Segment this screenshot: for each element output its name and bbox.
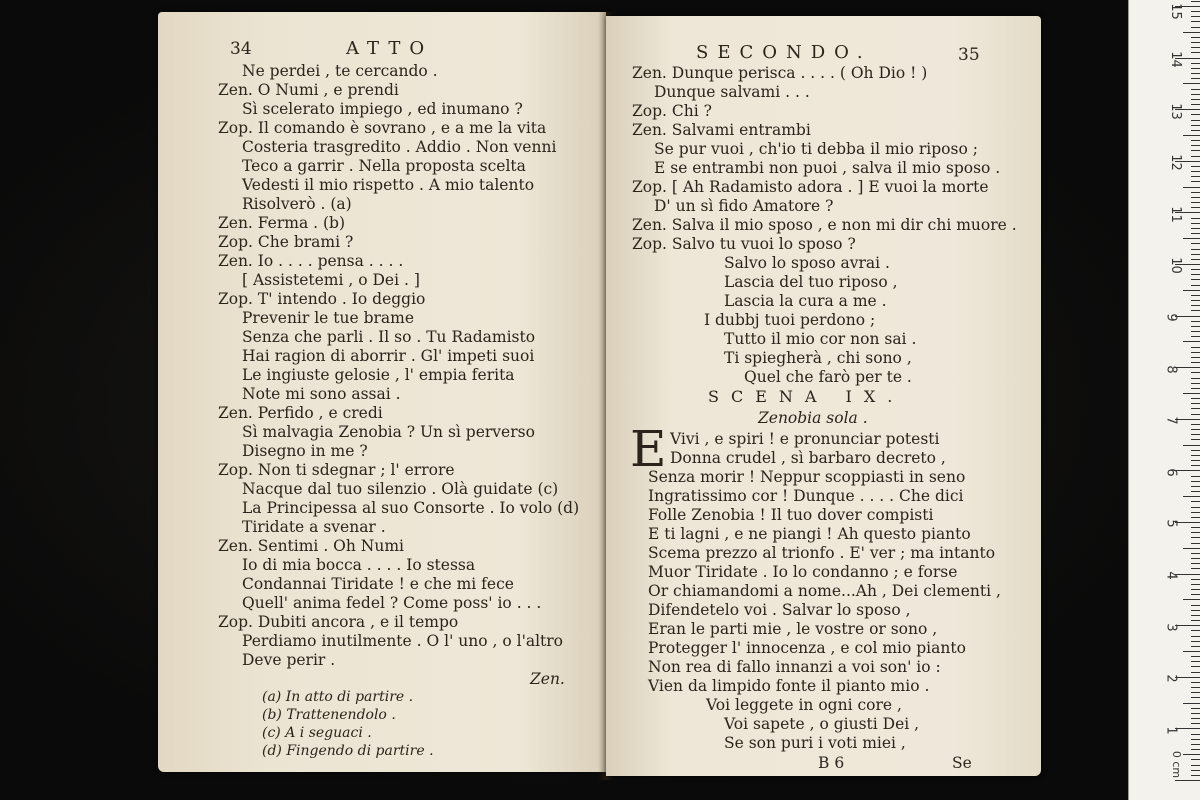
left-running-head: ATTO	[346, 38, 434, 59]
text-line: Salvo lo sposo avrai .	[724, 254, 890, 272]
ruler-tick	[1191, 589, 1200, 590]
ruler-tick	[1191, 429, 1200, 430]
ruler-tick	[1191, 666, 1200, 667]
ruler-tick	[1191, 656, 1200, 657]
ruler-tick	[1191, 775, 1200, 776]
ruler-tick	[1183, 290, 1200, 291]
ruler-tick	[1191, 424, 1200, 425]
ruler-tick	[1191, 310, 1200, 311]
text-line: Non rea di fallo innanzi a voi son' io :	[648, 658, 941, 676]
ruler-tick	[1191, 682, 1200, 683]
text-line: Disegno in me ?	[242, 442, 368, 460]
ruler-tick	[1191, 89, 1200, 90]
ruler-tick	[1191, 532, 1200, 533]
right-running-head: SECONDO.	[696, 42, 872, 63]
ruler-tick	[1191, 140, 1200, 141]
ruler-label: 7	[1163, 416, 1179, 425]
ruler-tick	[1191, 326, 1200, 327]
ruler-tick	[1191, 434, 1200, 435]
text-line: Se pur vuoi , ch'io ti debba il mio riposo ;	[654, 140, 978, 158]
ruler-tick	[1191, 491, 1200, 492]
ruler-tick	[1191, 465, 1200, 466]
text-line: Or chiamandomi a nome...Ah , Dei clementi ,	[648, 582, 1001, 600]
left-catchword: Zen.	[530, 670, 565, 688]
text-line: Eran le parti mie , le vostre or sono ,	[648, 620, 938, 638]
footnote: (a) In atto di partire .	[262, 689, 414, 705]
text-line: Zop. Chi ?	[632, 102, 712, 120]
drop-cap: E	[630, 420, 667, 478]
ruler-tick	[1175, 316, 1200, 317]
ruler-tick	[1191, 21, 1200, 22]
ruler-label: 3	[1163, 623, 1179, 632]
ruler-tick	[1191, 166, 1200, 167]
ruler-tick	[1191, 52, 1200, 53]
text-line: Condannai Tiridate ! e che mi fece	[242, 575, 514, 593]
ruler-tick	[1191, 223, 1200, 224]
ruler-tick	[1191, 383, 1200, 384]
ruler-tick	[1183, 651, 1200, 652]
ruler-unit: 0 cm	[1170, 750, 1184, 779]
ruler-tick	[1191, 145, 1200, 146]
text-line: Quell' anima fedel ? Come poss' io . . .	[242, 594, 542, 612]
ruler-tick	[1183, 754, 1200, 755]
ruler-tick	[1191, 228, 1200, 229]
ruler-tick	[1191, 507, 1200, 508]
text-line: Note mi sono assai .	[242, 385, 401, 403]
ruler-tick	[1175, 522, 1200, 523]
ruler-tick	[1191, 42, 1200, 43]
ruler-label: 13	[1167, 103, 1183, 120]
ruler-tick	[1191, 1, 1200, 2]
ruler-tick	[1191, 171, 1200, 172]
ruler-tick	[1191, 620, 1200, 621]
right-page	[606, 16, 1041, 776]
left-page	[158, 12, 606, 772]
text-line: Ti spiegherà , chi sono ,	[724, 349, 912, 367]
ruler-tick	[1191, 192, 1200, 193]
text-line: Dunque salvami . . .	[654, 83, 810, 101]
text-line: Folle Zenobia ! Il tuo dover compisti	[648, 506, 934, 524]
text-line: Sì malvagia Zenobia ? Un sì perverso	[242, 423, 535, 441]
open-book	[150, 12, 1045, 790]
ruler-tick	[1191, 439, 1200, 440]
ruler-tick	[1191, 202, 1200, 203]
text-line: Donna crudel , sì barbaro decreto ,	[670, 449, 946, 467]
text-line: Quel che farò per te .	[744, 368, 912, 386]
ruler-tick	[1175, 728, 1200, 729]
ruler-tick	[1191, 285, 1200, 286]
footnote: (b) Trattenendolo .	[262, 707, 396, 723]
text-line: Vivi , e spiri ! e pronunciar potesti	[670, 430, 940, 448]
text-line: Hai ragion di aborrir . Gl' impeti suoi	[242, 347, 535, 365]
ruler-label: 15	[1167, 3, 1183, 20]
ruler-tick	[1191, 744, 1200, 745]
ruler-tick	[1183, 599, 1200, 600]
ruler-tick	[1191, 543, 1200, 544]
scene-subtitle: Zenobia sola .	[758, 409, 868, 427]
text-line: Deve perir .	[242, 651, 336, 669]
ruler-tick	[1191, 403, 1200, 404]
ruler-tick	[1191, 476, 1200, 477]
text-line: Teco a garrir . Nella proposta scelta	[242, 157, 526, 175]
ruler-tick	[1191, 630, 1200, 631]
ruler-tick	[1191, 274, 1200, 275]
ruler-tick	[1191, 734, 1200, 735]
ruler-tick	[1191, 233, 1200, 234]
text-line: Lascia del tuo riposo ,	[724, 273, 898, 291]
ruler-label: 4	[1163, 571, 1179, 580]
ruler-tick	[1191, 150, 1200, 151]
ruler-label: 11	[1167, 206, 1183, 223]
ruler-tick	[1191, 68, 1200, 69]
text-line: Vien da limpido fonte il pianto mio .	[648, 677, 930, 695]
ruler-tick	[1191, 372, 1200, 373]
text-line: Scema prezzo al trionfo . E' ver ; ma intanto	[648, 544, 996, 562]
ruler-tick	[1191, 610, 1200, 611]
text-line: Ne perdei , te cercando .	[242, 62, 438, 80]
ruler-label: 9	[1163, 313, 1179, 322]
ruler-label: 6	[1163, 468, 1179, 477]
ruler-tick	[1191, 594, 1200, 595]
ruler-tick	[1191, 11, 1200, 12]
ruler-tick	[1191, 723, 1200, 724]
right-catchword: Se	[952, 754, 972, 772]
text-line: Nacque dal tuo silenzio . Olà guidate (c)	[242, 480, 559, 498]
text-line: Costeria trasgredito . Addio . Non venni	[242, 138, 557, 156]
text-line: Vedesti il mio rispetto . A mio talento	[242, 176, 535, 194]
ruler-tick	[1183, 32, 1200, 33]
ruler-tick	[1191, 73, 1200, 74]
text-line: Voi leggete in ogni core ,	[706, 696, 902, 714]
ruler-tick	[1191, 398, 1200, 399]
text-line: Zen. Ferma . (b)	[218, 214, 346, 232]
text-line: Senza che parli . Il so . Tu Radamisto	[242, 328, 536, 346]
text-line: D' un sì fido Amatore ?	[654, 197, 834, 215]
ruler-tick	[1191, 501, 1200, 502]
ruler-tick	[1191, 37, 1200, 38]
scene-title: SCENA IX.	[708, 387, 905, 406]
text-line: Zop. Che brami ?	[218, 233, 354, 251]
text-line: Zop. Il comando è sovrano , e a me la vita	[218, 119, 547, 137]
ruler-label: 1	[1163, 726, 1179, 735]
ruler-tick	[1191, 94, 1200, 95]
text-line: Zop. T' intendo . Io deggio	[218, 290, 426, 308]
ruler-tick	[1191, 770, 1200, 771]
ruler-tick	[1191, 553, 1200, 554]
ruler-tick	[1191, 641, 1200, 642]
ruler-label: 8	[1163, 365, 1179, 374]
ruler-tick	[1191, 455, 1200, 456]
ruler-tick	[1191, 207, 1200, 208]
ruler-tick	[1183, 393, 1200, 394]
ruler-tick	[1191, 759, 1200, 760]
ruler-tick	[1191, 176, 1200, 177]
ruler-tick	[1191, 661, 1200, 662]
ruler-tick	[1191, 243, 1200, 244]
ruler-tick	[1175, 419, 1200, 420]
text-line: Le ingiuste gelosie , l' empia ferita	[242, 366, 515, 384]
text-line: Zen. O Numi , e prendi	[218, 81, 399, 99]
ruler-tick	[1175, 780, 1200, 781]
ruler-tick	[1191, 63, 1200, 64]
ruler-tick	[1191, 27, 1200, 28]
ruler-tick	[1183, 445, 1200, 446]
ruler-tick	[1191, 125, 1200, 126]
text-line: Senza morir ! Neppur scoppiasti in seno	[648, 468, 966, 486]
ruler-tick	[1191, 388, 1200, 389]
ruler-tick	[1191, 378, 1200, 379]
ruler-tick	[1191, 181, 1200, 182]
ruler-tick	[1191, 99, 1200, 100]
ruler-tick	[1191, 486, 1200, 487]
text-line: Voi sapete , o giusti Dei ,	[724, 715, 920, 733]
text-line: I dubbj tuoi perdono ;	[704, 311, 876, 329]
ruler-tick	[1191, 584, 1200, 585]
footnote: (d) Fingendo di partire .	[262, 743, 434, 759]
text-line: Tiridate a svenar .	[242, 518, 386, 536]
ruler-tick	[1191, 114, 1200, 115]
text-line: Prevenir le tue brame	[242, 309, 415, 327]
text-line: Muor Tiridate . Io lo condanno ; e forse	[648, 563, 958, 581]
ruler-tick	[1191, 104, 1200, 105]
ruler-tick	[1191, 636, 1200, 637]
ruler-tick	[1175, 470, 1200, 471]
ruler-tick	[1191, 568, 1200, 569]
ruler-tick	[1191, 687, 1200, 688]
ruler-tick	[1183, 238, 1200, 239]
ruler-tick	[1191, 672, 1200, 673]
text-line: Zop. Dubiti ancora , e il tempo	[218, 613, 459, 631]
ruler-tick	[1191, 558, 1200, 559]
text-line: Zop. [ Ah Radamisto adora . ] E vuoi la morte	[632, 178, 989, 196]
ruler-tick	[1191, 352, 1200, 353]
ruler-tick	[1191, 269, 1200, 270]
ruler-tick	[1183, 187, 1200, 188]
ruler-tick	[1191, 408, 1200, 409]
ruler-tick	[1191, 460, 1200, 461]
text-line: Risolverò . (a)	[242, 195, 352, 213]
ruler-tick	[1191, 713, 1200, 714]
ruler-tick	[1191, 414, 1200, 415]
ruler-tick	[1191, 563, 1200, 564]
ruler-tick	[1191, 749, 1200, 750]
text-line: Zen. Sentimi . Oh Numi	[218, 537, 404, 555]
text-line: E ti lagni , e ne piangi ! Ah questo pianto	[648, 525, 971, 543]
ruler-tick	[1191, 765, 1200, 766]
ruler-tick	[1183, 496, 1200, 497]
footnote: (c) A i seguaci .	[262, 725, 372, 741]
ruler-tick	[1191, 300, 1200, 301]
text-line: Zen. Dunque perisca . . . . ( Oh Dio ! )	[632, 64, 928, 82]
text-line: Sì scelerato impiego , ed inumano ?	[242, 100, 523, 118]
text-line: [ Assistetemi , o Dei . ]	[242, 271, 420, 289]
ruler-label: 5	[1163, 519, 1179, 528]
ruler-tick	[1191, 362, 1200, 363]
ruler-tick	[1191, 357, 1200, 358]
ruler-tick	[1191, 517, 1200, 518]
ruler-tick	[1191, 218, 1200, 219]
ruler-tick	[1191, 739, 1200, 740]
text-line: Zen. Salva il mio sposo , e non mi dir chi muore .	[632, 216, 1017, 234]
ruler-tick	[1191, 47, 1200, 48]
measurement-ruler	[1128, 0, 1200, 800]
text-line: E se entrambi non puoi , salva il mio sposo .	[654, 159, 1001, 177]
ruler-tick	[1183, 341, 1200, 342]
text-line: Io di mia bocca . . . . Io stessa	[242, 556, 476, 574]
text-line: Tutto il mio cor non sai .	[724, 330, 917, 348]
ruler-tick	[1191, 708, 1200, 709]
ruler-tick	[1191, 347, 1200, 348]
ruler-tick	[1191, 579, 1200, 580]
ruler-tick	[1191, 120, 1200, 121]
text-line: Lascia la cura a me .	[724, 292, 887, 310]
ruler-tick	[1191, 130, 1200, 131]
ruler-tick	[1191, 321, 1200, 322]
text-line: Se son puri i voti miei ,	[724, 734, 906, 752]
ruler-tick	[1191, 279, 1200, 280]
text-line: Perdiamo inutilmente . O l' uno , o l'altro	[242, 632, 563, 650]
ruler-tick	[1191, 336, 1200, 337]
ruler-tick	[1191, 605, 1200, 606]
ruler-tick	[1175, 367, 1200, 368]
ruler-tick	[1191, 78, 1200, 79]
ruler-tick	[1191, 718, 1200, 719]
ruler-label: 2	[1163, 674, 1179, 683]
ruler-tick	[1183, 83, 1200, 84]
text-line: Protegger l' innocenza , e col mio pianto	[648, 639, 966, 657]
ruler-tick	[1191, 697, 1200, 698]
ruler-tick	[1191, 197, 1200, 198]
ruler-tick	[1191, 156, 1200, 157]
ruler-label: 14	[1167, 51, 1183, 68]
ruler-tick	[1183, 548, 1200, 549]
ruler-tick	[1191, 646, 1200, 647]
ruler-tick	[1191, 16, 1200, 17]
right-page-number: 35	[958, 45, 980, 65]
ruler-tick	[1175, 625, 1200, 626]
ruler-tick	[1191, 527, 1200, 528]
signature-mark: B 6	[818, 754, 845, 772]
ruler-tick	[1191, 692, 1200, 693]
ruler-tick	[1183, 703, 1200, 704]
left-page-number: 34	[230, 39, 252, 59]
text-line: Difendetelo voi . Salvar lo sposo ,	[648, 601, 911, 619]
ruler-tick	[1191, 481, 1200, 482]
ruler-label: 12	[1167, 154, 1183, 171]
ruler-tick	[1191, 331, 1200, 332]
ruler-tick	[1191, 615, 1200, 616]
ruler-tick	[1191, 295, 1200, 296]
ruler-tick	[1175, 677, 1200, 678]
ruler-tick	[1191, 450, 1200, 451]
ruler-tick	[1183, 135, 1200, 136]
ruler-tick	[1191, 249, 1200, 250]
ruler-tick	[1191, 537, 1200, 538]
ruler-tick	[1191, 254, 1200, 255]
text-line: Zop. Salvo tu vuoi lo sposo ?	[632, 235, 856, 253]
ruler-tick	[1191, 305, 1200, 306]
text-line: Ingratissimo cor ! Dunque . . . . Che dici	[648, 487, 964, 505]
ruler-tick	[1191, 259, 1200, 260]
text-line: Zen. Perfido , e credi	[218, 404, 383, 422]
ruler-tick	[1175, 574, 1200, 575]
text-line: Zen. Io . . . . pensa . . . .	[218, 252, 404, 270]
text-line: Zop. Non ti sdegnar ; l' errore	[218, 461, 455, 479]
text-line: La Principessa al suo Consorte . Io volo (d)	[242, 499, 580, 517]
ruler-label: 10	[1167, 257, 1183, 274]
text-line: Zen. Salvami entrambi	[632, 121, 811, 139]
ruler-tick	[1191, 512, 1200, 513]
